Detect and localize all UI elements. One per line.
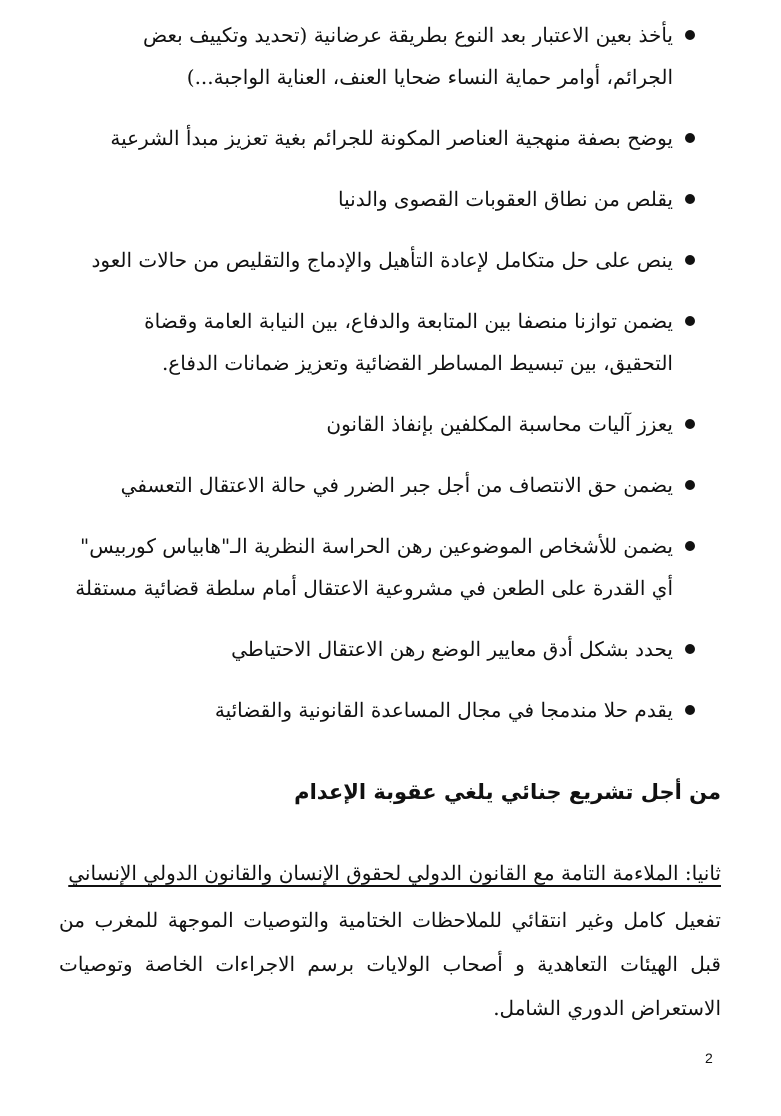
list-item bbox=[75, 628, 695, 670]
bullet-text: يضمن للأشخاص الموضوعين رهن الحراسة النظرية الـ"هابياس كوربيس" أي القدرة على الطعن في مشروعية الاعتقال أمام سلطة قضائية مستقلة bbox=[75, 534, 673, 600]
page-number: 2 bbox=[705, 1050, 713, 1066]
bullet-icon bbox=[685, 419, 695, 429]
list-item bbox=[75, 300, 695, 384]
list-item bbox=[75, 178, 695, 220]
bullet-icon bbox=[685, 705, 695, 715]
bullet-list bbox=[75, 14, 695, 750]
list-item bbox=[75, 689, 695, 731]
bullet-text: يوضح بصفة منهجية العناصر المكونة للجرائم بغية تعزيز مبدأ الشرعية bbox=[110, 126, 673, 150]
bullet-icon bbox=[685, 644, 695, 654]
list-item bbox=[75, 239, 695, 281]
bullet-icon bbox=[685, 480, 695, 490]
list-item bbox=[75, 403, 695, 445]
bullet-icon bbox=[685, 255, 695, 265]
list-item bbox=[75, 464, 695, 506]
bullet-text: يعزز آليات محاسبة المكلفين بإنفاذ القانون bbox=[326, 412, 673, 436]
bullet-text: يقدم حلا مندمجا في مجال المساعدة القانونية والقضائية bbox=[214, 698, 673, 722]
bullet-text: يأخذ بعين الاعتبار بعد النوع بطريقة عرضانية (تحديد وتكييف بعض الجرائم، أوامر حماية النساء ضحايا العنف، العناية الواجبة...) bbox=[143, 23, 673, 89]
subtitle-text: ثانيا: الملاءمة التامة مع القانون الدولي لحقوق الإنسان والقانون الدولي الإنساني bbox=[68, 861, 721, 885]
list-item bbox=[75, 14, 695, 98]
bullet-icon bbox=[685, 541, 695, 551]
bullet-text: يحدد بشكل أدق معايير الوضع رهن الاعتقال الاحتياطي bbox=[231, 637, 673, 661]
list-item bbox=[75, 525, 695, 609]
bullet-icon bbox=[685, 133, 695, 143]
bullet-text: يضمن حق الانتصاف من أجل جبر الضرر في حالة الاعتقال التعسفي bbox=[120, 473, 673, 497]
list-item bbox=[75, 117, 695, 159]
section-subtitle bbox=[59, 855, 721, 891]
bullet-icon bbox=[685, 30, 695, 40]
body-paragraph: تفعيل كامل وغير انتقائي للملاحظات الختامية والتوصيات الموجهة للمغرب من قبل الهيئات التعاهدية و أصحاب الولايات برسم الاجراءات الخاصة وتوصيات الاستعراض الدوري الشامل. bbox=[59, 908, 721, 1020]
bullet-text: يضمن توازنا منصفا بين المتابعة والدفاع، بين النيابة العامة وقضاة التحقيق، بين تبسيط المساطر القضائية وتعزيز ضمانات الدفاع. bbox=[144, 309, 673, 375]
bullet-icon bbox=[685, 194, 695, 204]
bullet-text: ينص على حل متكامل لإعادة التأهيل والإدماج والتقليص من حالات العود bbox=[91, 248, 673, 272]
section-heading: من أجل تشريع جنائي يلغي عقوبة الإعدام bbox=[294, 780, 721, 804]
bullet-text: يقلص من نطاق العقوبات القصوى والدنيا bbox=[338, 187, 673, 211]
bullet-icon bbox=[685, 316, 695, 326]
